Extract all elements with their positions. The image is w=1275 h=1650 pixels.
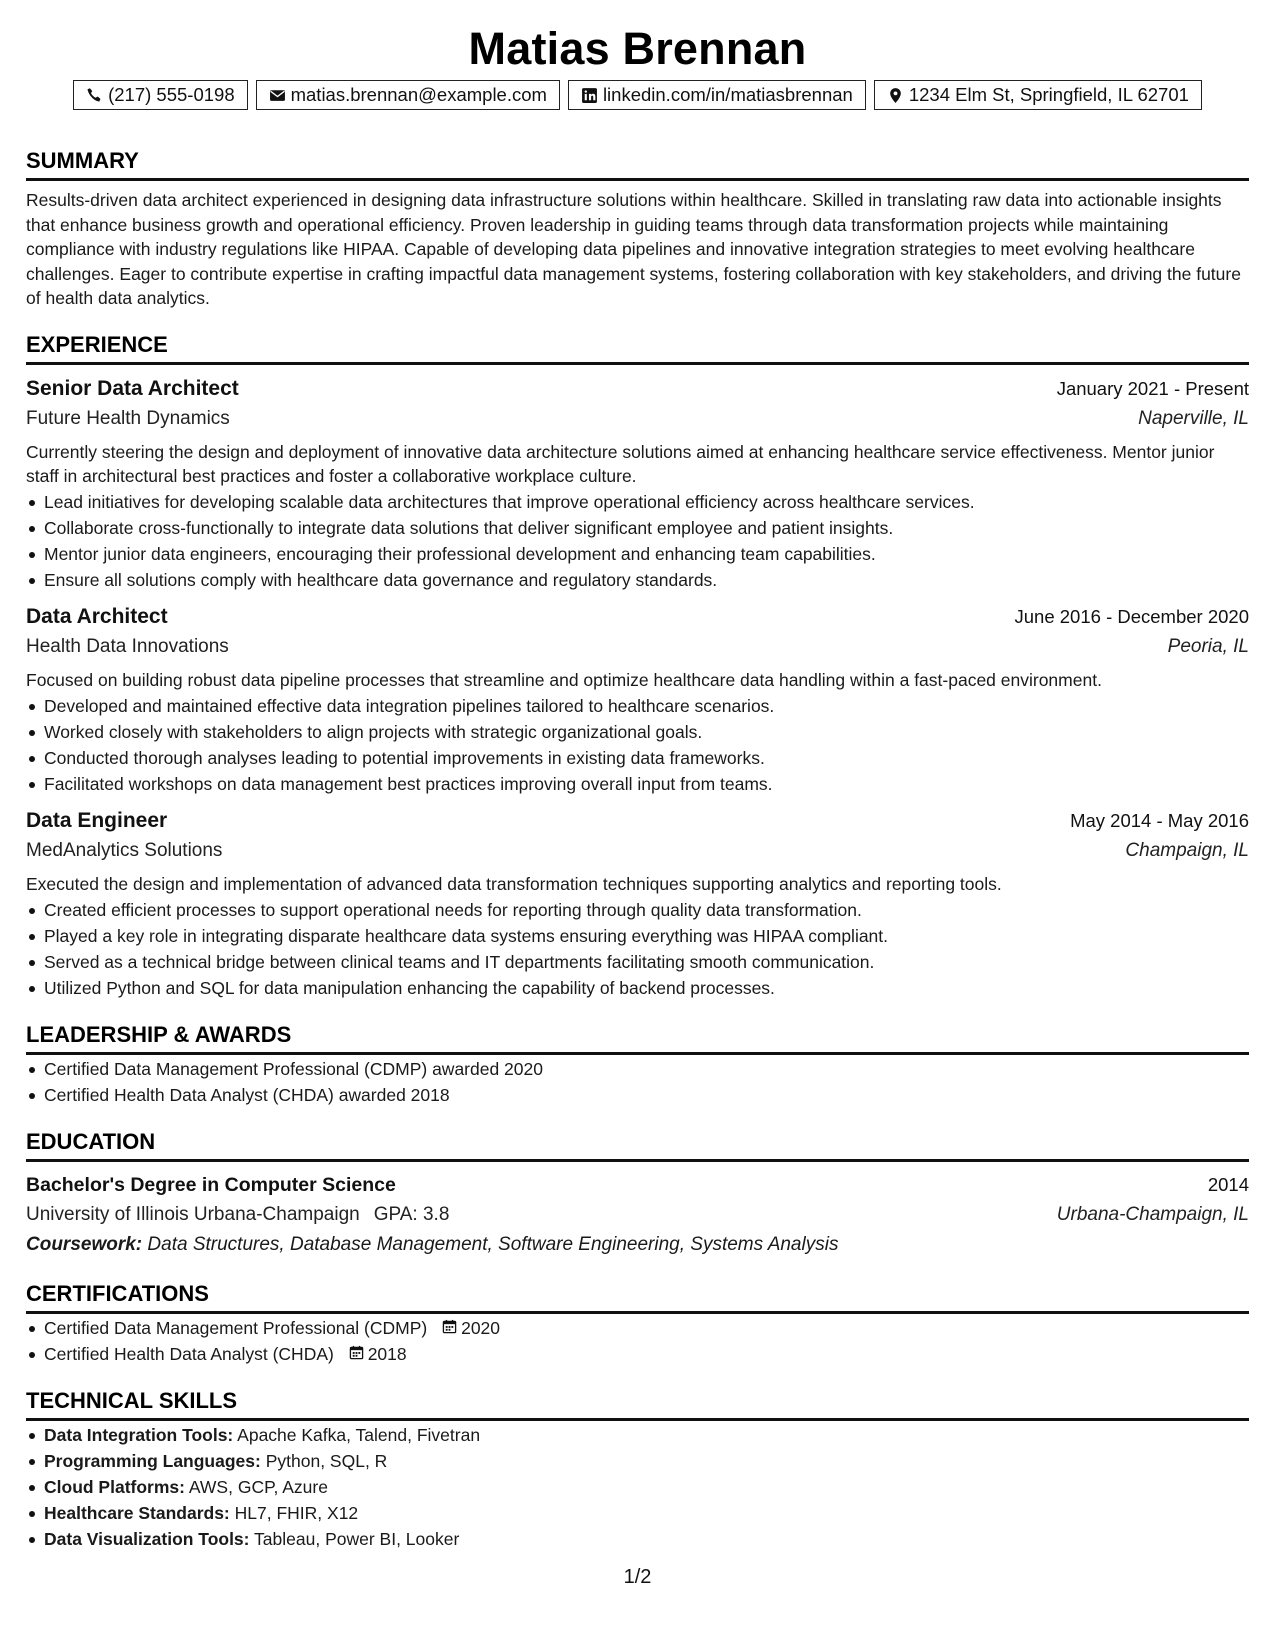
certifications-list <box>26 1315 1249 1367</box>
list-item: Ensure all solutions comply with healthcare data governance and regulatory standards. <box>26 567 1249 593</box>
section-title-experience: EXPERIENCE <box>26 331 1249 365</box>
job-dates: May 2014 - May 2016 <box>1070 809 1249 831</box>
list-item <box>26 1448 1249 1474</box>
coursework <box>26 1230 1249 1260</box>
job-entry <box>26 374 1249 593</box>
address-text: 1234 Elm St, Springfield, IL 62701 <box>908 84 1189 105</box>
job-description: Executed the design and implementation of advanced data transformation techniques supporting analytics and reporting tools. <box>26 873 1002 894</box>
skill-value: Apache Kafka, Talend, Fivetran <box>237 1424 481 1445</box>
section-title-leadership: LEADERSHIP & AWARDS <box>26 1021 1249 1055</box>
linkedin-icon <box>581 87 598 104</box>
school-name: University of Illinois Urbana-Champaign <box>26 1203 360 1225</box>
list-item: Played a key role in integrating disparate healthcare data systems ensuring everything was HIPAA compliant. <box>26 923 1249 949</box>
contact-phone[interactable] <box>73 80 248 110</box>
job-title: Data Engineer <box>26 808 168 832</box>
cert-name: Certified Data Management Professional (CDMP) <box>44 1317 428 1338</box>
list-item <box>26 1422 1249 1448</box>
list-item: Facilitated workshops on data management best practices improving overall input from teams. <box>26 771 1249 797</box>
job-entry <box>26 806 1249 1001</box>
degree: Bachelor's Degree in Computer Science <box>26 1173 396 1196</box>
skill-label: Data Integration Tools: <box>44 1424 234 1445</box>
school-location: Urbana-Champaign, IL <box>1056 1203 1249 1225</box>
job-dates: June 2016 - December 2020 <box>1014 605 1249 627</box>
job-description: Currently steering the design and deployment of innovative data architecture solutions aimed at enhancing healthcare service effectiveness. Mentor junior staff in architectural best practices and foster a collaborative workplace culture. <box>26 441 1215 486</box>
email-text: matias.brennan@example.com <box>290 84 547 105</box>
gpa: GPA: 3.8 <box>373 1203 450 1225</box>
contact-row <box>26 80 1249 110</box>
job-entry <box>26 602 1249 797</box>
cert-name: Certified Health Data Analyst (CHDA) <box>44 1343 334 1364</box>
job-bullets <box>26 489 1249 593</box>
skills-list <box>26 1422 1249 1552</box>
envelope-icon <box>269 87 286 104</box>
cert-date <box>442 1315 500 1341</box>
list-item: Lead initiatives for developing scalable data architectures that improve operational efficiency across healthcare services. <box>26 489 1249 515</box>
candidate-name: Matias Brennan <box>468 23 807 74</box>
linkedin-text: linkedin.com/in/matiasbrennan <box>602 84 853 105</box>
job-bullets <box>26 897 1249 1001</box>
job-bullets <box>26 693 1249 797</box>
phone-text: (217) 555-0198 <box>108 84 235 105</box>
list-item: Created efficient processes to support operational needs for reporting through quality data transformation. <box>26 897 1249 923</box>
contact-email[interactable] <box>256 80 560 110</box>
job-title: Data Architect <box>26 604 168 628</box>
skill-label: Programming Languages: <box>44 1450 261 1471</box>
job-dates: January 2021 - Present <box>1056 377 1249 399</box>
section-title-summary: SUMMARY <box>26 147 1249 181</box>
cert-year: 2020 <box>461 1317 501 1338</box>
cert-date <box>349 1341 407 1367</box>
job-location: Peoria, IL <box>1167 635 1249 657</box>
skill-value: AWS, GCP, Azure <box>188 1476 328 1497</box>
calendar-icon <box>349 1341 364 1367</box>
skill-label: Data Visualization Tools: <box>44 1528 250 1549</box>
list-item: Certified Health Data Analyst (CHDA) awarded 2018 <box>26 1082 1249 1108</box>
skill-value: Python, SQL, R <box>265 1450 388 1471</box>
job-description: Focused on building robust data pipeline processes that streamline and optimize healthcare data handling within a fast-paced environment. <box>26 669 1102 690</box>
job-location: Champaign, IL <box>1125 839 1249 861</box>
section-title-skills: TECHNICAL SKILLS <box>26 1387 1249 1421</box>
job-title: Senior Data Architect <box>26 376 239 400</box>
calendar-icon <box>442 1315 457 1341</box>
summary-text: Results-driven data architect experienced in designing data infrastructure solutions within healthcare. Skilled in translating raw data into actionable insights that enhance business growth and operational efficiency. Proven leadership in guiding teams through data transformation projects while maintaining compliance with industry regulations like HIPAA. Capable of developing data pipelines and innovative integration strategies to meet evolving healthcare challenges. Eager to contribute expertise in crafting impactful data management systems, fostering collaboration with key stakeholders, and driving the future of health data analytics. <box>26 190 1241 308</box>
list-item <box>26 1341 1249 1367</box>
skill-label: Cloud Platforms: <box>44 1476 185 1497</box>
list-item <box>26 1474 1249 1500</box>
skill-value: Tableau, Power BI, Looker <box>254 1528 460 1549</box>
education-entry <box>26 1170 1249 1260</box>
job-company: MedAnalytics Solutions <box>26 839 223 861</box>
list-item: Served as a technical bridge between clinical teams and IT departments facilitating smooth communication. <box>26 949 1249 975</box>
list-item: Conducted thorough analyses leading to potential improvements in existing data frameworks. <box>26 745 1249 771</box>
list-item: Certified Data Management Professional (CDMP) awarded 2020 <box>26 1056 1249 1082</box>
list-item: Utilized Python and SQL for data manipulation enhancing the capability of backend processes. <box>26 975 1249 1001</box>
phone-icon <box>86 87 103 104</box>
list-item: Worked closely with stakeholders to align projects with strategic organizational goals. <box>26 719 1249 745</box>
skill-label: Healthcare Standards: <box>44 1502 230 1523</box>
map-pin-icon <box>887 87 904 104</box>
list-item: Collaborate cross-functionally to integrate data solutions that deliver significant employee and patient insights. <box>26 515 1249 541</box>
contact-linkedin[interactable] <box>568 80 866 110</box>
coursework-label: Coursework: <box>26 1233 143 1255</box>
graduation-year: 2014 <box>1207 1173 1249 1195</box>
list-item: Developed and maintained effective data integration pipelines tailored to healthcare scenarios. <box>26 693 1249 719</box>
skill-value: HL7, FHIR, X12 <box>234 1502 359 1523</box>
section-title-education: EDUCATION <box>26 1128 1249 1162</box>
school-line <box>26 1200 449 1230</box>
list-item <box>26 1526 1249 1552</box>
job-company: Health Data Innovations <box>26 635 229 657</box>
list-item <box>26 1500 1249 1526</box>
job-company: Future Health Dynamics <box>26 407 230 429</box>
section-title-certifications: CERTIFICATIONS <box>26 1280 1249 1314</box>
cert-year: 2018 <box>367 1343 407 1364</box>
list-item <box>26 1315 1249 1341</box>
page-number: 1/2 <box>623 1566 652 1588</box>
job-location: Naperville, IL <box>1138 407 1249 429</box>
contact-address[interactable] <box>874 80 1202 110</box>
leadership-list <box>26 1056 1249 1108</box>
list-item: Mentor junior data engineers, encouraging their professional development and enhancing team capabilities. <box>26 541 1249 567</box>
coursework-list: Data Structures, Database Management, Software Engineering, Systems Analysis <box>147 1233 839 1255</box>
